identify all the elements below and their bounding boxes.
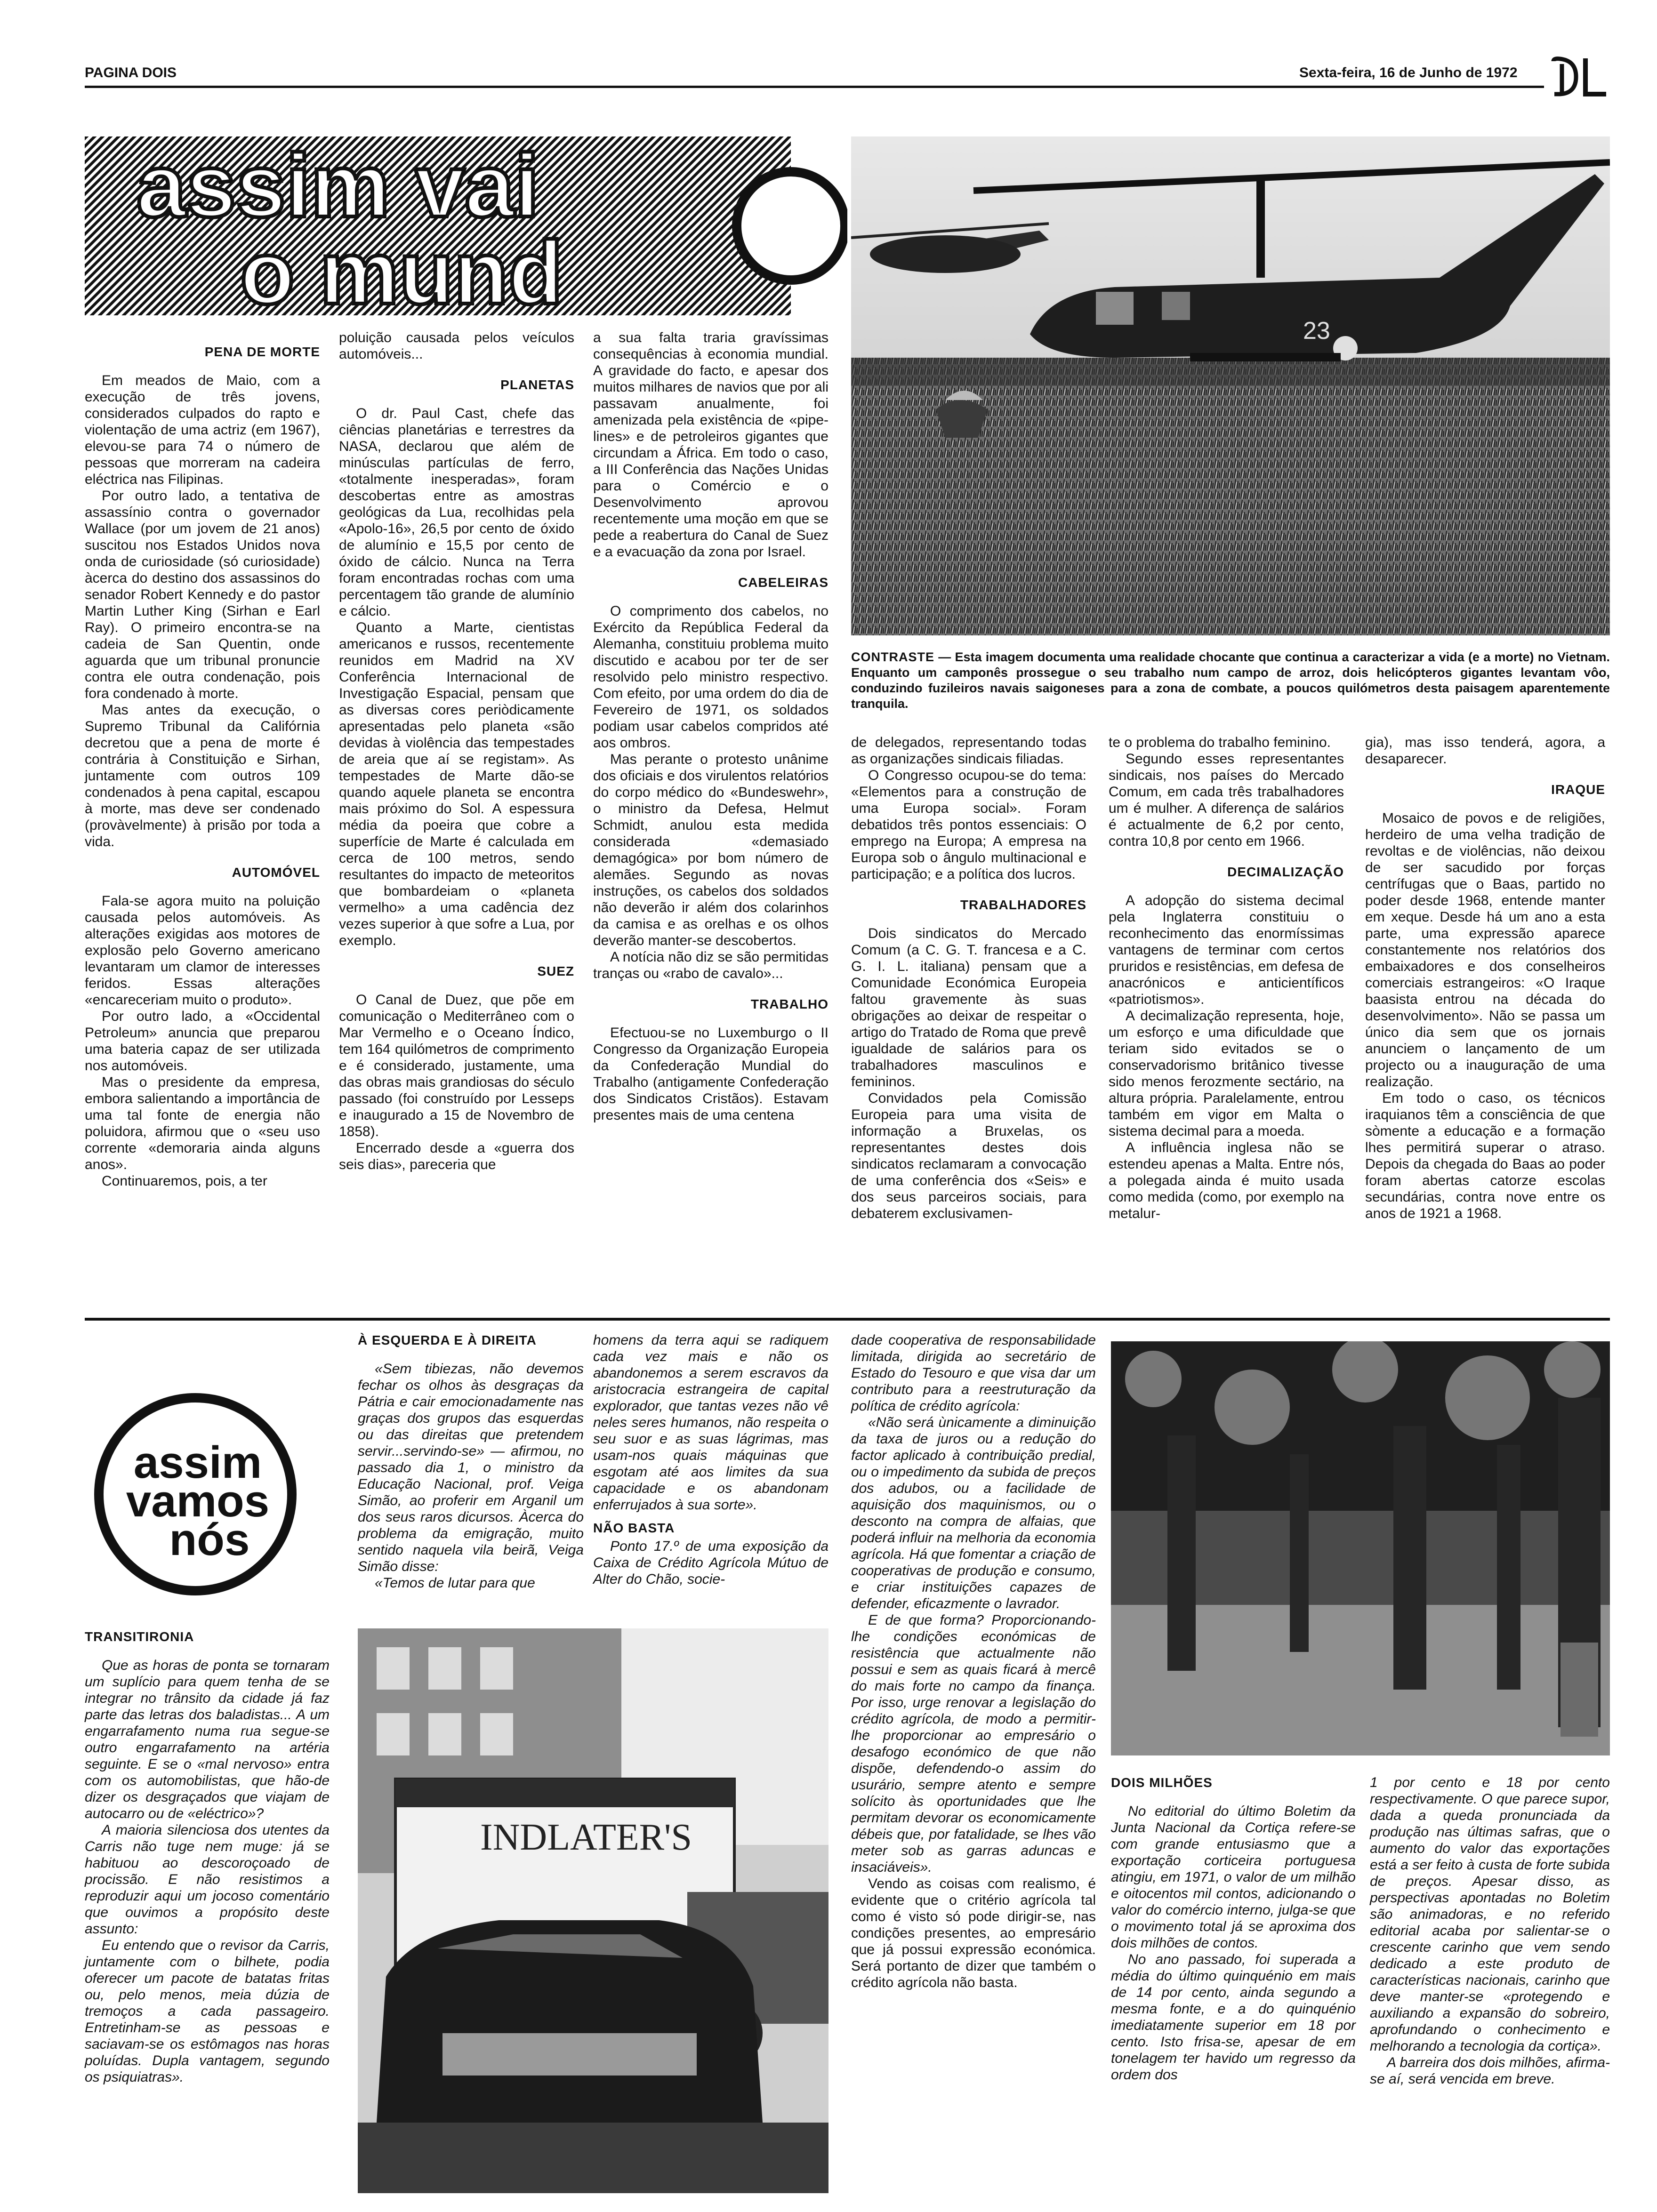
bottom-column-d xyxy=(851,1332,1096,1991)
article-text: te o problema do trabalho feminino. xyxy=(1109,735,1331,750)
top-column-1 xyxy=(85,329,320,1189)
heading-trabalhadores: TRABALHADORES xyxy=(960,898,1086,912)
article-text: A influência inglesa não se estendeu apenas a Malta. Entre nós, a polegada ainda é muito usada como medida (como, por exemplo na metalur- xyxy=(1109,1140,1344,1221)
article-text: Mas perante o protesto unânime dos oficiais e dos virulentos relatórios do corpo médico do «Bundeswehr», o ministro da Defesa, Helmut Schmidt, anulou esta medida considerada «demasiado demagógica» por bom número de alemães. Segundo as novas instruções, os cabelos dos soldados não deverão ir além dos colarinhos da camisa e as orelhas e os olhos deverão manter-se descobertos. xyxy=(593,752,828,948)
heading-planetas: PLANETAS xyxy=(500,377,574,392)
heading-a-esquerda-e-a-direita: À ESQUERDA E À DIREITA xyxy=(358,1333,537,1347)
heading-decimalizacao: DECIMALIZAÇÃO xyxy=(1227,865,1344,879)
article-text: A adopção do sistema decimal pela Inglaterra constituiu o reconhecimento das enormíssimas vantagens de terminar com certos pruridos e resistências, em defesa de anacrónicos e anticientíficos «patriotismos». xyxy=(1109,893,1344,1007)
article-text: E de que forma? Proporcionando-lhe condições económicas de resistência que actualmente não possui e sem as quais ficará à mercê do mais forte no campo da finança. Por isso, urge renovar a legislação do crédito agrícola, de modo a permitir-lhe proporcionar ao empresário o desafogo económico de que não dispõe, defendendo-o assim do usurário, sempre atento e sempre solícito às oportunidades que lhe permitam devorar os economicamente débeis que, por fatalidade, se lhes vão meter sob as garras aduncas e insaciáveis». xyxy=(851,1612,1096,1875)
article-text: 1 por cento e 18 por cento respectivamente. O que parece supor, dada a queda pronunciada da produção nas últimas safras, que o aumento do valor das exportações está a ser feito à custa de forte subida de preços. Apesar disso, as perspectivas apontadas no Boletim são animadoras, e no referido editorial acaba por salientar-se o crescente carinho que vem sendo dedicado a este produto de características nacionais, carinho que deve manter-se «protegendo e auxiliando a expansão do sobreiro, aprofundando o conhecimento e melhorando a tecnologia da cortiça». xyxy=(1370,1775,1610,2054)
vietnam-helicopter-photo xyxy=(851,136,1610,635)
section-divider xyxy=(85,1318,1610,1321)
article-text: de delegados, representando todas as organizações sindicais filiadas. xyxy=(851,735,1086,767)
article-text: Efectuou-se no Luxemburgo o II Congresso da Organização Europeia da Confederação Mundial do Trabalho (antigamente Confederação dos Sindicatos Cristãos). Estavam presentes mais de uma centena xyxy=(593,1025,828,1123)
article-text: Em meados de Maio, com a execução de três jovens, considerados culpados do rapto e violentação de uma actriz (em 1967), elevou-se para 74 o número de pessoas que morreram na cadeira eléctrica nas Filipinas. xyxy=(85,373,320,487)
heading-cabeleiras: CABELEIRAS xyxy=(738,575,828,590)
article-text: gia), mas isso tenderá, agora, a desaparecer. xyxy=(1365,735,1605,767)
article-text: Vendo as coisas com realismo, é evidente que o critério agrícola tal como é visto só pode dirigir-se, nas condições presentes, ao empresário que já possui expressão económica. Será portanto de dizer que também o crédito agrícola não basta. xyxy=(851,1876,1096,1990)
heading-nao-basta: NÃO BASTA xyxy=(593,1521,675,1535)
article-text: Por outro lado, a tentativa de assassínio contra o governador Wallace (por um jovem de 21 anos) suscitou nos Estados Unidos nova onda de curiosidade (só curiosidade) àcerca do destino dos assassinos do senador Robert Kennedy e do pastor Martin Luther King (Sirhan e Earl Ray). O primeiro encontra-se na cadeia de San Quentin, onde aguarda que um tribunal pronuncie contra ele outra condenação, pois fora condenado à morte. xyxy=(85,488,320,701)
heading-trabalho: TRABALHO xyxy=(750,997,828,1011)
article-text: O dr. Paul Cast, chefe das ciências planetárias e terrestres da NASA, declarou que além de minúsculas partículas de ferro, «totalmente inesperadas», foram descobertas entre as amostras geológicas da Lua, recolhidas pela «Apolo-16», 26,5 por cento de óxido de alumínio e 15,5 por cento de óxido de cálcio. Nunca na Terra foram encontradas rochas com uma percentagem tão grande de alumínio e cálcio. xyxy=(339,406,574,619)
article-text: «Sem tibiezas, não devemos fechar os olhos às desgraças da Pátria e cair emocionadamente nas graças dos grupos das esquerdas ou das direitas que pretendem servir...servindo-se» — afirmou, no passado dia 1, o ministro da Educação Nacional, prof. Veiga Simão, ao proferir em Arganil um dos seus raros dicursos. Àcerca do problema da emigração, muito sentido naquela vila beirã, Veiga Simão disse: xyxy=(358,1361,584,1574)
article-text: «Não será ùnicamente a diminuição da taxa de juros ou a redução do factor aplicado à contribuição predial, ou o impedimento da subida de preços dos adubos, ou a facilidade de aquisição dos maquinismos, ou o desconto na compra de alfaias, que poderá influir na melhoria da economia agrícola. Há que fomentar a criação de cooperativas de produção e consumo, e criar instituições capazes de defender, eficazmente o lavrador. xyxy=(851,1415,1096,1611)
banner-bottom-line2: vamos xyxy=(126,1476,270,1526)
heading-suez: SUEZ xyxy=(537,964,574,978)
header-rule xyxy=(85,86,1544,88)
top-column-3 xyxy=(593,329,828,1123)
heading-automovel: AUTOMÓVEL xyxy=(232,865,320,880)
article-text: a sua falta traria gravíssimas consequências à economia mundial. A gravidade do facto, e apesar dos muitos milhares de navios que por ali passavam anualmente, foi amenizada pela existência de «pipe-lines» e de petroleiros gigantes que circundam a África. Em todo o caso, a III Conferência das Nações Unidas para o Comércio e o Desenvolvimento aprovou recentemente uma moção em que se pede a reabertura do Canal de Suez e a evacuação da zona por Israel. xyxy=(593,330,828,560)
newspaper-logo xyxy=(1549,56,1610,98)
heading-transitironia: TRANSITIRONIA xyxy=(85,1629,194,1644)
cork-oak-forest-photo xyxy=(1111,1341,1610,1755)
banner-bottom-line1: assim xyxy=(133,1437,262,1488)
article-text: Ponto 17.º de uma exposição da Caixa de Crédito Agrícola Mútuo de Alter do Chão, socie- xyxy=(593,1539,828,1587)
article-text: Segundo esses representantes sindicais, nos países do Mercado Comum, em cada três trabalhadores um é mulher. A diferença de salários é actualmente de 6,2 por cento, contra 10,8 por cento em 1966. xyxy=(1109,751,1344,849)
article-text: Mas o presidente da empresa, embora salientando a importância de uma tal fonte de energia não poluidora, afirmou que o «seu uso corrente «demoraria ainda alguns anos». xyxy=(85,1074,320,1172)
banner-top-line2: o mund xyxy=(240,223,563,315)
article-text: Mosaico de povos e de religiões, herdeiro de uma velha tradição de revoltas e de violências, não deixou de ser sacudido por forças centrífugas que o Baas, partido no poder desde 1968, entende manter em xeque. Desde há um ano a esta parte, uma expressão aparece constantemente nos relatórios dos embaixadores e dos conselheiros comerciais estrangeiros: «O Iraque baasista entrou na década do desenvolvimento». Não se passa um único dia sem que os jornais anunciem o lançamento de um projecto ou a inauguração de uma realização. xyxy=(1365,810,1605,1090)
article-text: O comprimento dos cabelos, no Exército da República Federal da Alemanha, constituiu problema muito discutido e acabou por ter de ser resolvido pelo ministro respectivo. Com efeito, por uma ordem do dia de Fevereiro de 1971, os soldados podiam usar cabelos compridos até aos ombros. xyxy=(593,603,828,751)
top-column-4 xyxy=(851,734,1086,1222)
bottom-column-f xyxy=(1370,1774,1610,2087)
street-traffic-photo xyxy=(358,1628,828,2193)
banner-assim-vai xyxy=(85,136,847,315)
article-text: A decimalização representa, hoje, um esforço e uma dificuldade que teriam sido evitados se o conservadorismo britânico tivesse sido menos ferozmente sectário, na altura própria. Paralelamente, entrou também em vigor em Malta o sistema decimal para a moeda. xyxy=(1109,1008,1344,1139)
article-text: O Congresso ocupou-se do tema: «Elementos para a construção de uma Europa social». Foram debatidos três pontos essenciais: O emprego na Europa; A empresa na Europa sob o ângulo multinacional e participação; e a política dos lucros. xyxy=(851,768,1086,882)
article-text: poluição causada pelos veículos automóveis... xyxy=(339,330,574,362)
svg-text:23: 23 xyxy=(1303,317,1330,345)
article-text: Fala-se agora muito na poluição causada pelos automóveis. As alterações exigidas aos motores de explosão pelo Governo americano levantaram um clamor de interesses feridos. Essas alterações «encareceriam muito o produto». xyxy=(85,893,320,1008)
bus-advert-sign: INDLATER'S xyxy=(480,1817,692,1858)
article-text: No editorial do último Boletim da Junta Nacional da Cortiça refere-se com grande entusiasmo que a exportação corticeira portuguesa atingiu, em 1971, o valor de um milhão e oitocentos mil contos, adicionando o valor do comércio interno, julga-se que o movimento total já se aproxima dos dois milhões de contos. xyxy=(1111,1803,1356,1951)
article-text: Encerrado desde a «guerra dos seis dias», pareceria que xyxy=(339,1140,574,1172)
article-text: Que as horas de ponta se tornaram um suplício para quem tenha de se integrar no trânsito da cidade já faz parte das letras dos baladistas... A um engarrafamento numa rua segue-se outro engarrafamento na artéria seguinte. E se o «mal nervoso» entra com os automobilistas, que hão-de dizer os desgraçados que viajam de autocarro ou de «eléctrico»? xyxy=(85,1658,330,1821)
heading-pena-de-morte: PENA DE MORTE xyxy=(204,345,320,359)
bottom-column-e xyxy=(1111,1774,1356,2083)
article-text: Dois sindicatos do Mercado Comum (a C. G. T. francesa e a C. G. I. L. italiana) pensam que a Comunidade Económica Europeia faltou gravemente às suas obrigações ao deixar de respeitar o artigo do Tratado de Roma que prevê igualdade de salários para os trabalhadores masculinos e femininos. xyxy=(851,926,1086,1090)
article-text: A maioria silenciosa dos utentes da Carris não tuge nem muge: já se habituou ao descoroçoado de procissão. E não resistimos a reproduzir aqui um jocoso comentário que ouvimos a propósito deste assunto: xyxy=(85,1822,330,1937)
article-text: Por outro lado, a «Occidental Petroleum» anuncia que preparou uma bateria capaz de ser utilizada nos automóveis. xyxy=(85,1009,320,1074)
top-column-5 xyxy=(1109,734,1344,1222)
article-text: dade cooperativa de responsabilidade limitada, dirigida ao secretário de Estado do Tesouro e que visa dar um contributo para a reestruturação da política de crédito agrícola: xyxy=(851,1332,1096,1414)
article-text: Eu entendo que o revisor da Carris, juntamente com o bilhete, podia oferecer um pacote de batatas fritas ou, pelo menos, meia dúzia de tremoços a cada passageiro. Entretinham-se as pessoas e saciavam-se os estômagos nas horas poluídas. Dupla vantagem, segundo os psiquiatras». xyxy=(85,1938,330,2085)
banner-assim-vamos-nos xyxy=(71,1393,325,1595)
photo-caption: CONTRASTE — Esta imagem documenta uma realidade chocante que continua a caracterizar a vida (e a morte) no Vietnam. Enquanto um camponês prossegue o seu trabalho num campo de arroz, dois helicópteros gigantes levantam vôo, conduzindo fuzileiros navais saigoneses para a zona de combate, a poucos quilómetros desta paisagem aparentemente tranquila. xyxy=(851,650,1610,711)
article-text: Convidados pela Comissão Europeia para uma visita de informação a Bruxelas, os representantes destes dois sindicatos reclamaram a convocação de uma conferência dos «Seis» e dos seus parceiros sociais, para debaterem exclusivamen- xyxy=(851,1090,1086,1221)
article-text: A barreira dos dois milhões, afirma-se aí, será vencida em breve. xyxy=(1370,2055,1610,2087)
article-text: A notícia não diz se são permitidas tranças ou «rabo de cavalo»... xyxy=(593,949,828,981)
article-text: Quanto a Marte, cientistas americanos e russos, recentemente reunidos em Madrid na XV Conferência Internacional de Investigação Espacial, pensam que as diversas cores periòdicamente apresentadas pelo planeta «são devidas à violência das tempestades de areia que aí se registam». As tempestades de Marte dão-se quando aquele planeta se encontra mais próximo do Sol. A espessura média da poeira que cobre a superfície de Marte é calculada em cerca de 100 metros, sendo resultantes do impacto de meteoritos que bombardeiam o «planeta vermelho» a uma cadência dez vezes superior à que sofre a Lua, por exemplo. xyxy=(339,620,574,948)
article-text: Em todo o caso, os técnicos iraquianos têm a consciência de que sòmente a educação e a formação lhes permitirá superar o atraso. Depois da chegada do Baas ao poder foram abertas catorze escolas secundárias, contra nove entre os anos de 1921 a 1968. xyxy=(1365,1090,1605,1221)
banner-top-line1: assim vai xyxy=(137,136,539,236)
article-text: Continuaremos, pois, a ter xyxy=(102,1173,267,1189)
top-column-6 xyxy=(1365,734,1605,1222)
page-label: PAGINA DOIS xyxy=(85,65,177,80)
article-text: «Temos de lutar para que xyxy=(375,1575,535,1591)
article-text: No ano passado, foi superada a média do último quinquénio em mais de 14 por cento, ainda segundo a mesma fonte, e a do quinquénio imediatamente superior em 18 por cento. Isto frisa-se, apesar de em tonelagem ter havido um regresso da ordem dos xyxy=(1111,1952,1356,2083)
heading-dois-milhoes: DOIS MILHÕES xyxy=(1111,1775,1213,1790)
article-text: O Canal de Duez, que põe em comunicação o Mediterrâneo com o Mar Vermelho e o Oceano Índico, tem 164 quilómetros de comprimento e é considerado, justamente, uma das obras mais grandiosas do século passado (foi construído por Lesseps e inaugurado a 15 de Novembro de 1858). xyxy=(339,992,574,1139)
banner-bottom-line3: nós xyxy=(169,1515,250,1565)
bottom-column-c xyxy=(593,1332,828,1587)
issue-date: Sexta-feira, 16 de Junho de 1972 xyxy=(1299,65,1518,80)
heading-iraque: IRAQUE xyxy=(1551,782,1605,797)
article-text: homens da terra aqui se radiquem cada vez mais e não os abandonemos a serem escravos da aristocracia estrangeira de capital explorador, que tantas vezes não vê neles seres humanos, não respeita o seu suor e as suas lágrimas, mas usam-nos quais máquinas que esgotam até aos limites da sua capacidade e os abandonam enferrujados à sua sorte». xyxy=(593,1332,828,1513)
bottom-column-a xyxy=(85,1614,330,2085)
top-column-2 xyxy=(339,329,574,1173)
caption-text: Esta imagem documenta uma realidade chocante que continua a caracterizar a vida (e a morte) no Vietnam. Enquanto um camponês prossegue o seu trabalho num campo de arroz, dois helicópteros gigantes levantam vôo, conduzindo fuzileiros navais saigoneses para a zona de combate, a poucos quilómetros desta paisagem aparentemente tranquila. xyxy=(851,650,1610,711)
bottom-column-b xyxy=(358,1332,584,1591)
article-text: Mas antes da execução, o Supremo Tribunal da Califórnia decretou que a pena de morte é contrária à Constituição e Sirhan, juntamente com outros 109 condenados à pena capital, escapou à morte, mas deve ser condenado (provàvelmente) à prisão por toda a vida. xyxy=(85,702,320,850)
caption-title: CONTRASTE xyxy=(851,650,934,664)
